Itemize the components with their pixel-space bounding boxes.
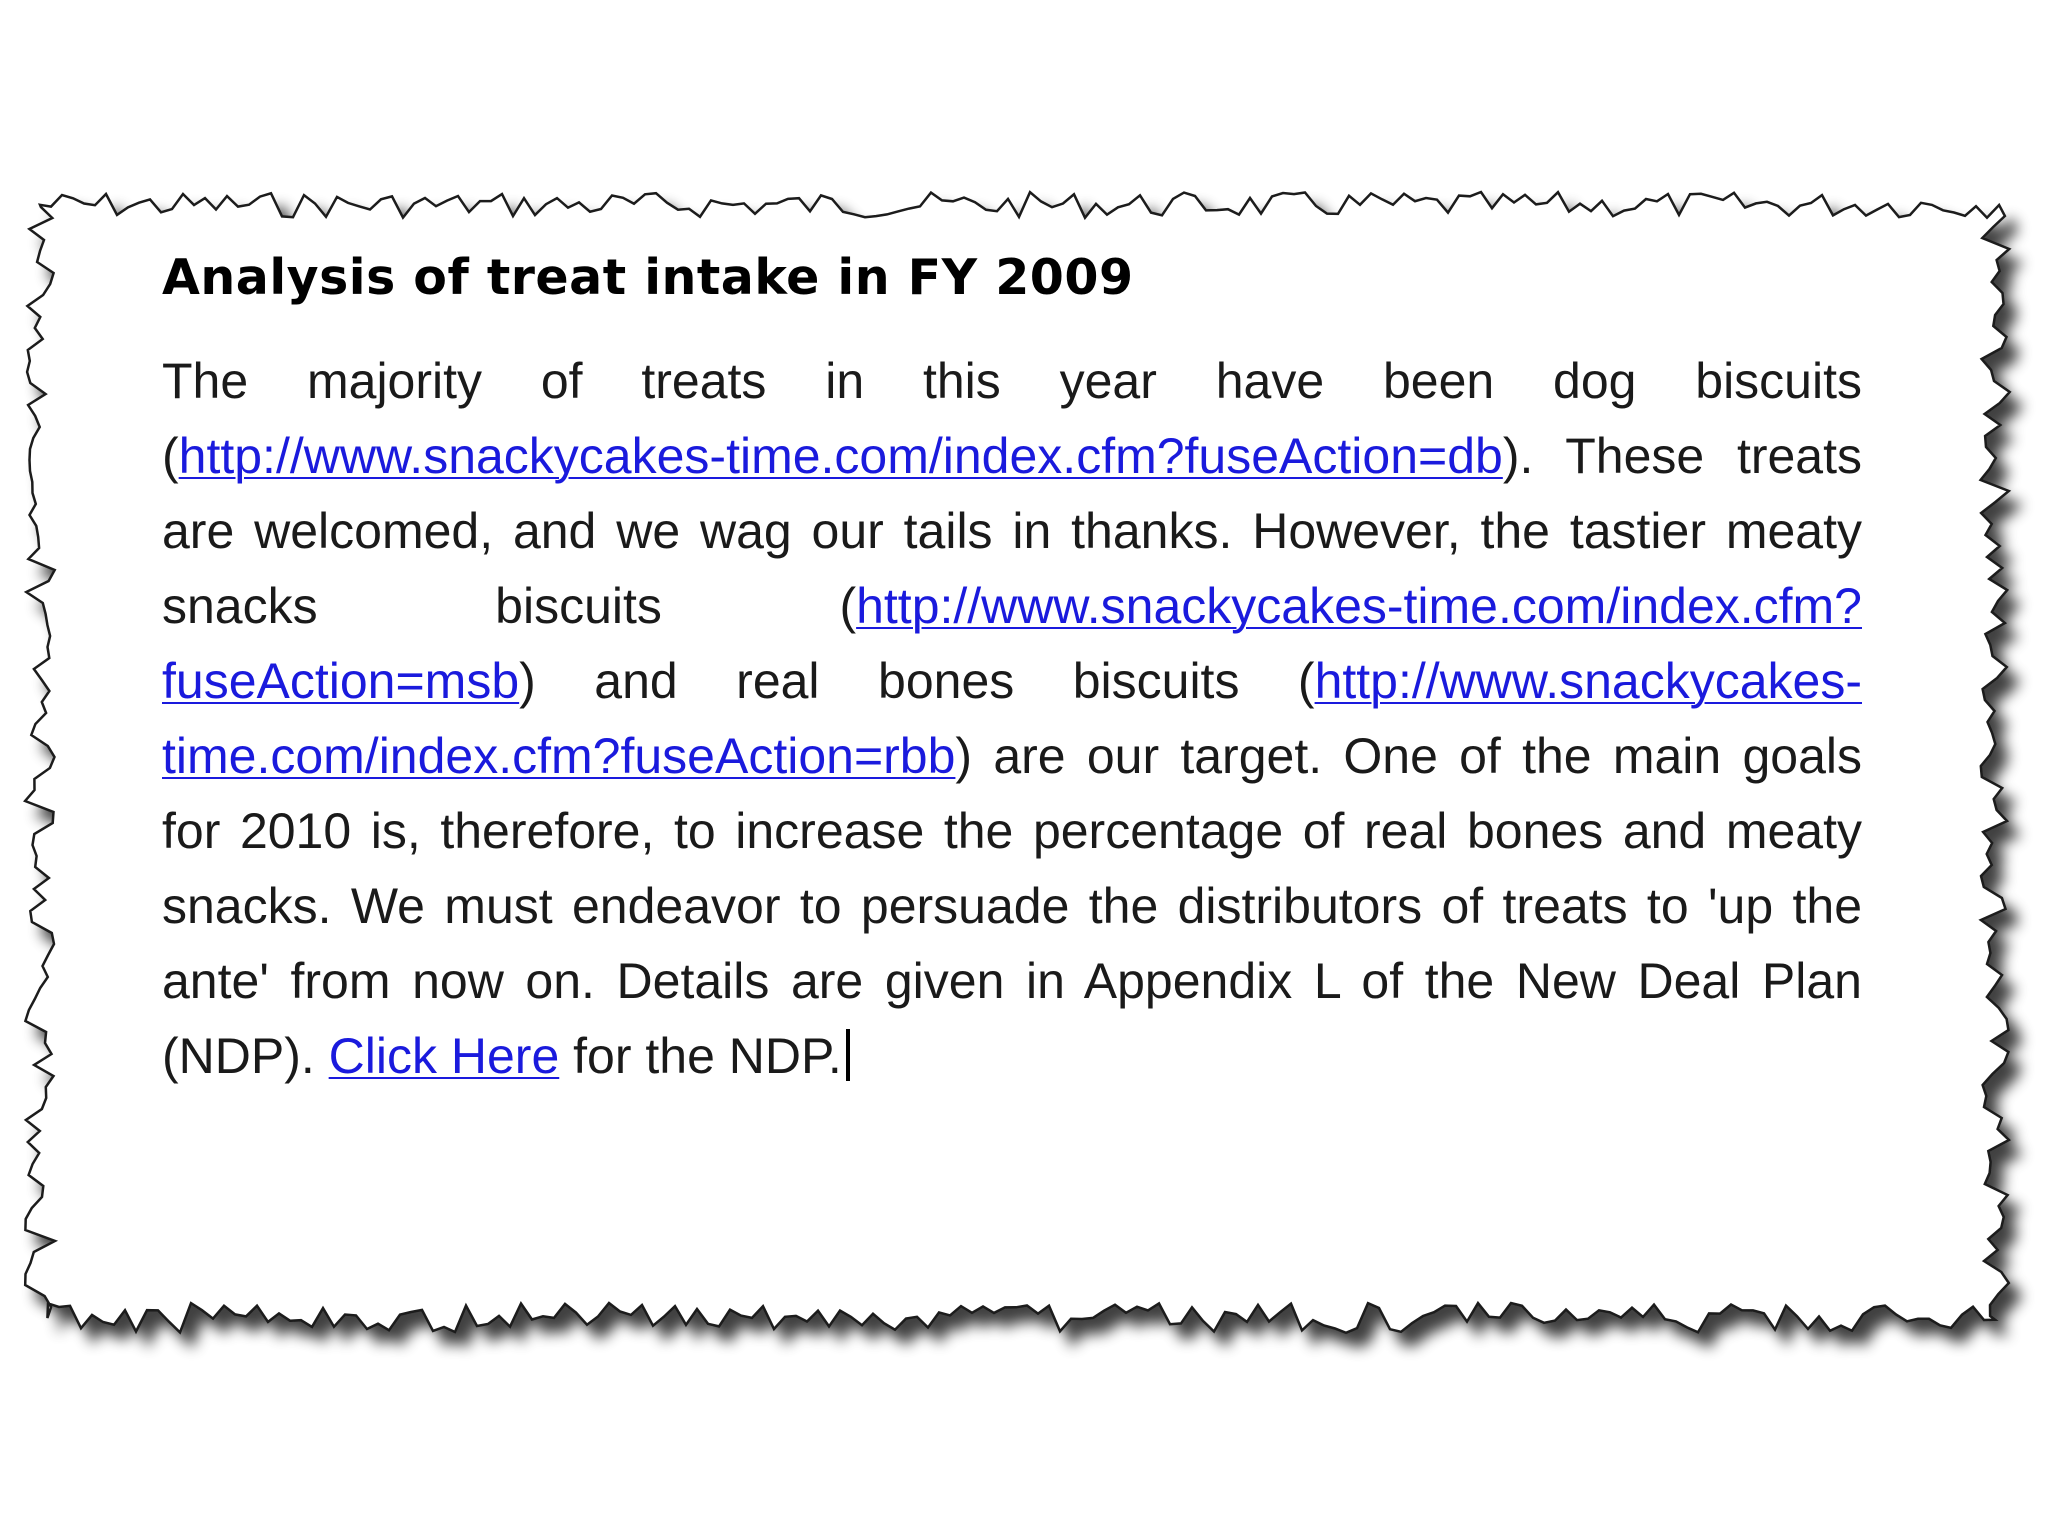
document-paragraph bbox=[162, 344, 1862, 1094]
paragraph-text: ) are our target. One of the main goals for 2010 is, therefore, to increase the percentage of real bones and meaty snacks. We must endeavor to persuade the distributors of treats to 'up the ante' from now on. Details are given in Appendix L of the New Deal Plan (NDP). bbox=[162, 728, 1862, 1084]
document-content bbox=[162, 242, 1862, 1094]
link-dog-biscuits[interactable]: http://www.snackycakes-time.com/index.cfm?fuseAction=db bbox=[178, 428, 1503, 484]
paragraph-text: for the NDP. bbox=[559, 1028, 842, 1084]
document-title: Analysis of treat intake in FY 2009 bbox=[162, 249, 1134, 306]
link-meaty-snacks-biscuits[interactable]: http://www.snackycakes-time.com/index.cfm?fuseAction=msb bbox=[162, 578, 1862, 709]
text-cursor bbox=[846, 1029, 850, 1081]
paragraph-text: ) and real bones biscuits ( bbox=[519, 653, 1315, 709]
paragraph-text: ). These treats are welcomed, and we wag our tails in thanks. However, the tastier meaty snacks biscuits ( bbox=[162, 428, 1862, 634]
paragraph-text: The majority of treats in this year have been dog biscuits ( bbox=[162, 353, 1862, 484]
click-here-link[interactable]: Click Here bbox=[328, 1028, 560, 1084]
link-real-bones-biscuits[interactable]: http://www.snackycakes-time.com/index.cfm?fuseAction=rbb bbox=[162, 653, 1862, 784]
